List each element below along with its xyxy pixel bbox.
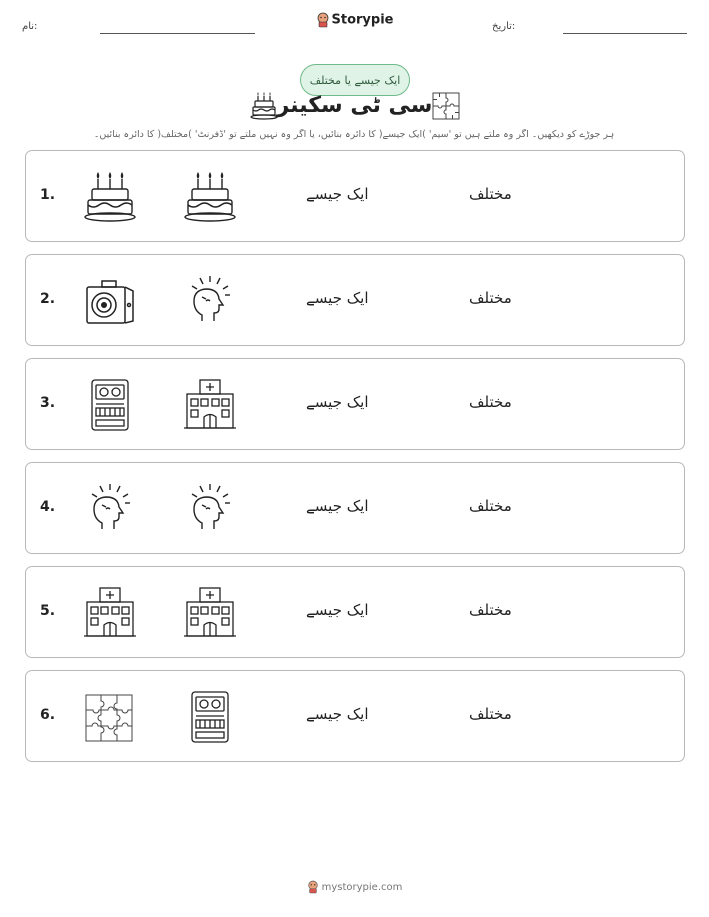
same-option[interactable]: ایک جیسے	[306, 393, 369, 411]
worksheet-title: سی ٹی سکینر	[276, 93, 433, 118]
storypie-logo-icon	[307, 880, 319, 894]
same-option[interactable]: ایک جیسے	[306, 289, 369, 307]
row-number: 5.	[40, 603, 56, 619]
head-thinking-icon	[82, 481, 138, 537]
brand-name: Storypie	[331, 12, 394, 28]
question-row-3	[25, 358, 685, 450]
date-label: تاریخ:	[492, 21, 516, 32]
different-option[interactable]: مختلف	[469, 289, 512, 307]
date-field-line[interactable]	[563, 33, 687, 34]
row-number: 2.	[40, 291, 56, 307]
ct-scanner-machine-icon	[82, 377, 138, 433]
name-field-line[interactable]	[100, 33, 255, 34]
row-number: 3.	[40, 395, 56, 411]
row-number: 4.	[40, 499, 56, 515]
different-option[interactable]: مختلف	[469, 497, 512, 515]
same-option[interactable]: ایک جیسے	[306, 497, 369, 515]
question-row-2	[25, 254, 685, 346]
puzzle-icon	[432, 92, 460, 120]
row-number: 6.	[40, 707, 56, 723]
name-label: نام:	[22, 21, 38, 32]
row-number: 1.	[40, 187, 56, 203]
same-option[interactable]: ایک جیسے	[306, 705, 369, 723]
same-option[interactable]: ایک جیسے	[306, 185, 369, 203]
different-option[interactable]: مختلف	[469, 705, 512, 723]
category-badge: ایک جیسے یا مختلف	[300, 64, 410, 96]
question-row-6	[25, 670, 685, 762]
head-thinking-icon	[182, 481, 238, 537]
brand-logo	[0, 12, 709, 28]
footer	[0, 880, 709, 894]
camera-icon	[82, 273, 138, 329]
footer-url[interactable]: mystorypie.com	[321, 882, 403, 893]
ct-scanner-machine-icon	[182, 689, 238, 745]
head-thinking-icon	[182, 273, 238, 329]
hospital-icon	[182, 585, 238, 641]
instructions-text: ہر جوڑے کو دیکھیں۔ اگر وہ ملتے ہیں تو 'سیم' )ایک جیسے( کا دائرہ بنائیں، یا اگر وہ نہیں ملتے تو 'ڈفرنٹ' )مختلف( کا دائرہ بنائیں۔	[93, 129, 615, 140]
hospital-icon	[82, 585, 138, 641]
puzzle-icon	[82, 689, 138, 745]
worksheet-header	[0, 0, 709, 50]
storypie-logo-icon	[316, 12, 330, 28]
birthday-cake-icon	[182, 169, 238, 225]
different-option[interactable]: مختلف	[469, 393, 512, 411]
hospital-icon	[182, 377, 238, 433]
question-row-5	[25, 566, 685, 658]
question-row-4	[25, 462, 685, 554]
different-option[interactable]: مختلف	[469, 185, 512, 203]
different-option[interactable]: مختلف	[469, 601, 512, 619]
same-option[interactable]: ایک جیسے	[306, 601, 369, 619]
title-row	[0, 90, 709, 124]
birthday-cake-icon	[82, 169, 138, 225]
question-row-1	[25, 150, 685, 242]
